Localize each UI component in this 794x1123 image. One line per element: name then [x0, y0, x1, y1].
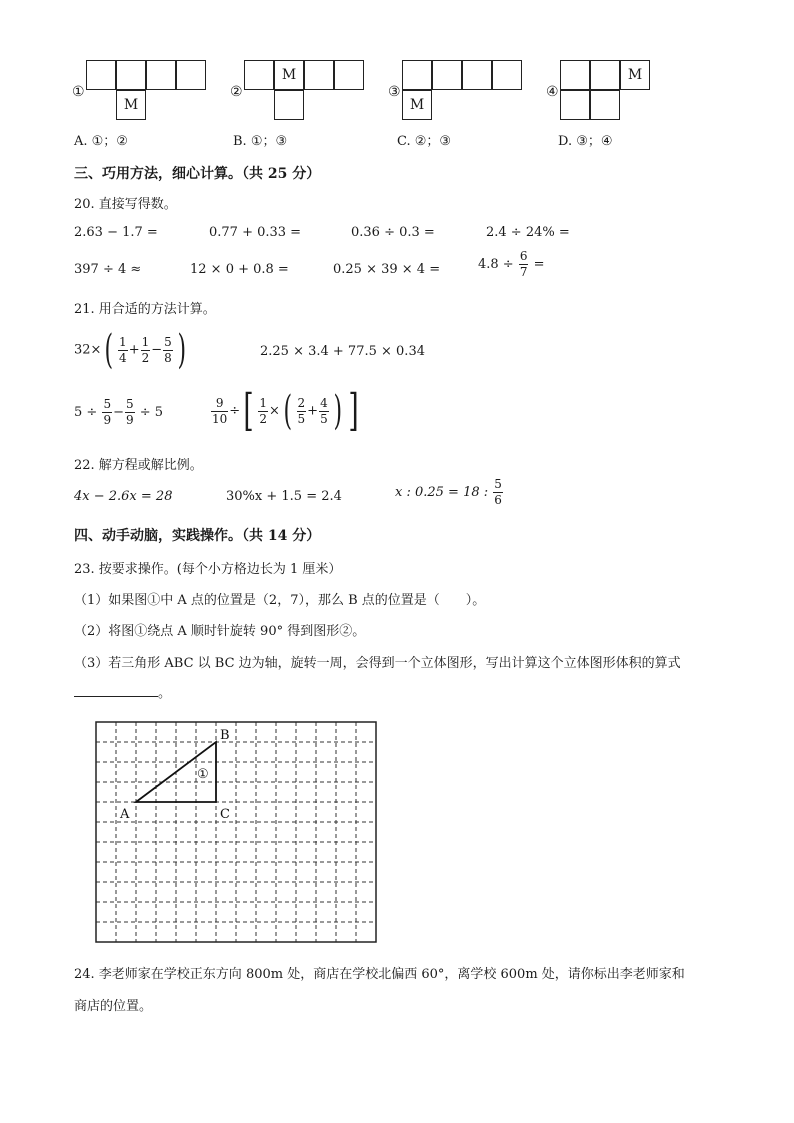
numerator: 9: [211, 396, 228, 412]
net-1: [72, 60, 212, 124]
q23-part-3: （3）若三角形 ABC 以 BC 边为轴，旋转一周，会得到一个立体图形，写出计算这个立体图形体积的算式: [74, 656, 681, 671]
answer-blank[interactable]: [74, 684, 158, 697]
expr-text: 32×: [74, 342, 102, 358]
denominator: 4: [119, 350, 127, 365]
q22-expr-1: 4x − 2.6x = 28: [74, 489, 173, 504]
q21-expr-1: [74, 327, 189, 373]
q20-item: 12 × 0 + 0.8 =: [190, 262, 289, 277]
denominator: 9: [103, 413, 112, 427]
fraction: [519, 249, 529, 280]
section3-title: 三、巧用方法，细心计算。（共 25 分）: [74, 166, 321, 182]
net-cell: [304, 60, 334, 90]
q21-expr-2: 2.25 × 3.4 + 77.5 × 0.34: [260, 344, 425, 359]
net-cell: [86, 60, 116, 90]
fraction: [297, 396, 307, 427]
net-cell: [116, 60, 146, 90]
option-a[interactable]: A. ①；②: [74, 134, 128, 149]
net-cell: [274, 90, 304, 120]
q20-item: 397 ÷ 4 ≈: [74, 262, 142, 277]
numerator: 1: [119, 334, 127, 349]
point-b-label: B: [220, 728, 230, 743]
fraction: [319, 396, 329, 427]
operator: −: [113, 405, 124, 420]
option-c[interactable]: C. ②；③: [397, 134, 452, 149]
operator: +: [307, 403, 319, 419]
q22-label: 22. 解方程或解比例。: [74, 458, 203, 473]
q24-line-2: 商店的位置。: [74, 999, 153, 1014]
net-cell: [334, 60, 364, 90]
net-number: ③: [388, 84, 401, 100]
denominator: 6: [494, 493, 502, 507]
numerator: 5: [103, 397, 112, 411]
option-d[interactable]: D. ③；④: [558, 134, 613, 149]
q22-expr-2: 30%x + 1.5 = 2.4: [226, 489, 342, 504]
q20-item: 0.25 × 39 × 4 =: [333, 262, 441, 277]
expr-text: x : 0.25 = 18 :: [395, 485, 489, 500]
numerator: 2: [297, 395, 306, 410]
expr-text: 5 ÷: [74, 405, 98, 420]
fraction: [118, 335, 128, 366]
net-cell: [462, 60, 492, 90]
fraction: [258, 396, 268, 427]
net-cell: [402, 90, 432, 120]
net-cell: [432, 60, 462, 90]
right-paren: ): [333, 388, 342, 434]
right-bracket: ]: [348, 385, 360, 436]
denominator: 9: [125, 413, 134, 427]
fraction: [125, 397, 135, 428]
net-cell: [492, 60, 522, 90]
operator: +: [128, 342, 140, 358]
shape-1-label: ①: [197, 767, 209, 782]
net-cell: [560, 60, 590, 90]
operator: ×: [269, 403, 280, 419]
numerator: 5: [125, 397, 134, 411]
net-2: [230, 60, 370, 124]
expr-text: 4.8 ÷: [478, 257, 514, 272]
net-cell: [244, 60, 274, 90]
operator: ÷: [229, 403, 241, 419]
q22-expr-3: [395, 477, 504, 508]
expr-text: ÷ 5: [139, 405, 164, 420]
net-cell: [274, 60, 304, 90]
point-a-label: A: [120, 807, 130, 822]
grid-figure: [90, 716, 380, 946]
denominator: 2: [259, 411, 267, 426]
fraction: [141, 335, 151, 366]
operator: −: [151, 342, 163, 358]
net-cell: [620, 60, 650, 90]
denominator: 10: [212, 411, 228, 426]
q23-part-3-answer-line: [74, 682, 171, 701]
q20-item: 0.36 ÷ 0.3 =: [351, 225, 435, 240]
q21-expr-3: [74, 397, 163, 428]
net-cell: [560, 90, 590, 120]
q20-item-fraction: [478, 249, 545, 280]
net-m-label: M: [281, 67, 297, 83]
fraction: [102, 397, 112, 428]
q23-part-1: （1）如果图①中 A 点的位置是（2，7），那么 B 点的位置是（ ）。: [74, 593, 486, 608]
q23-part-2: （2）将图①绕点 A 顺时针旋转 90° 得到图形②。: [74, 624, 366, 639]
net-4: [546, 60, 686, 124]
numerator: 4: [320, 395, 328, 410]
q20-item: 2.4 ÷ 24% =: [486, 225, 570, 240]
q23-label: 23. 按要求操作。(每个小方格边长为 1 厘米）: [74, 562, 342, 577]
option-b[interactable]: B. ①；③: [233, 134, 288, 149]
q20-item: 0.77 + 0.33 =: [209, 225, 302, 240]
numerator: 6: [519, 249, 528, 263]
denominator: 2: [141, 350, 150, 365]
q20-item: 2.63 − 1.7 =: [74, 225, 158, 240]
right-paren: ): [177, 327, 186, 373]
fraction: [493, 477, 503, 508]
denominator: 7: [519, 265, 528, 279]
grid-border: [96, 722, 376, 942]
net-m-label: M: [627, 67, 643, 83]
net-number: ①: [72, 84, 85, 100]
q21-label: 21. 用合适的方法计算。: [74, 302, 216, 317]
q20-label: 20. 直接写得数。: [74, 197, 177, 212]
fraction: [211, 396, 228, 427]
numerator: 5: [164, 334, 172, 349]
net-number: ④: [546, 84, 559, 100]
left-paren: (: [104, 327, 114, 373]
left-paren: (: [283, 388, 293, 434]
denominator: 8: [164, 350, 172, 365]
net-number: ②: [230, 84, 243, 100]
net-m-label: M: [409, 97, 425, 113]
net-cell: [116, 90, 146, 120]
left-bracket: [: [243, 385, 254, 436]
net-cell: [590, 90, 620, 120]
net-cell: [402, 60, 432, 90]
net-cell: [176, 60, 206, 90]
numerator: 5: [494, 477, 502, 491]
point-c-label: C: [220, 807, 230, 822]
denominator: 5: [320, 411, 328, 426]
q23-part-3-end: 。: [158, 686, 172, 701]
net-cell: [590, 60, 620, 90]
expr-text: =: [533, 257, 545, 272]
q21-expr-4: [210, 385, 362, 436]
numerator: 1: [259, 395, 267, 410]
section4-title: 四、动手动脑，实践操作。（共 14 分）: [74, 528, 321, 544]
denominator: 5: [297, 411, 306, 426]
net-3: [388, 60, 528, 124]
q24-line-1: 24. 李老师家在学校正东方向 800m 处，商店在学校北偏西 60°，离学校 600m 处，请你标出李老师家和: [74, 967, 685, 982]
net-m-label: M: [123, 97, 139, 113]
numerator: 1: [141, 334, 150, 349]
net-cell: [146, 60, 176, 90]
fraction: [163, 335, 173, 366]
